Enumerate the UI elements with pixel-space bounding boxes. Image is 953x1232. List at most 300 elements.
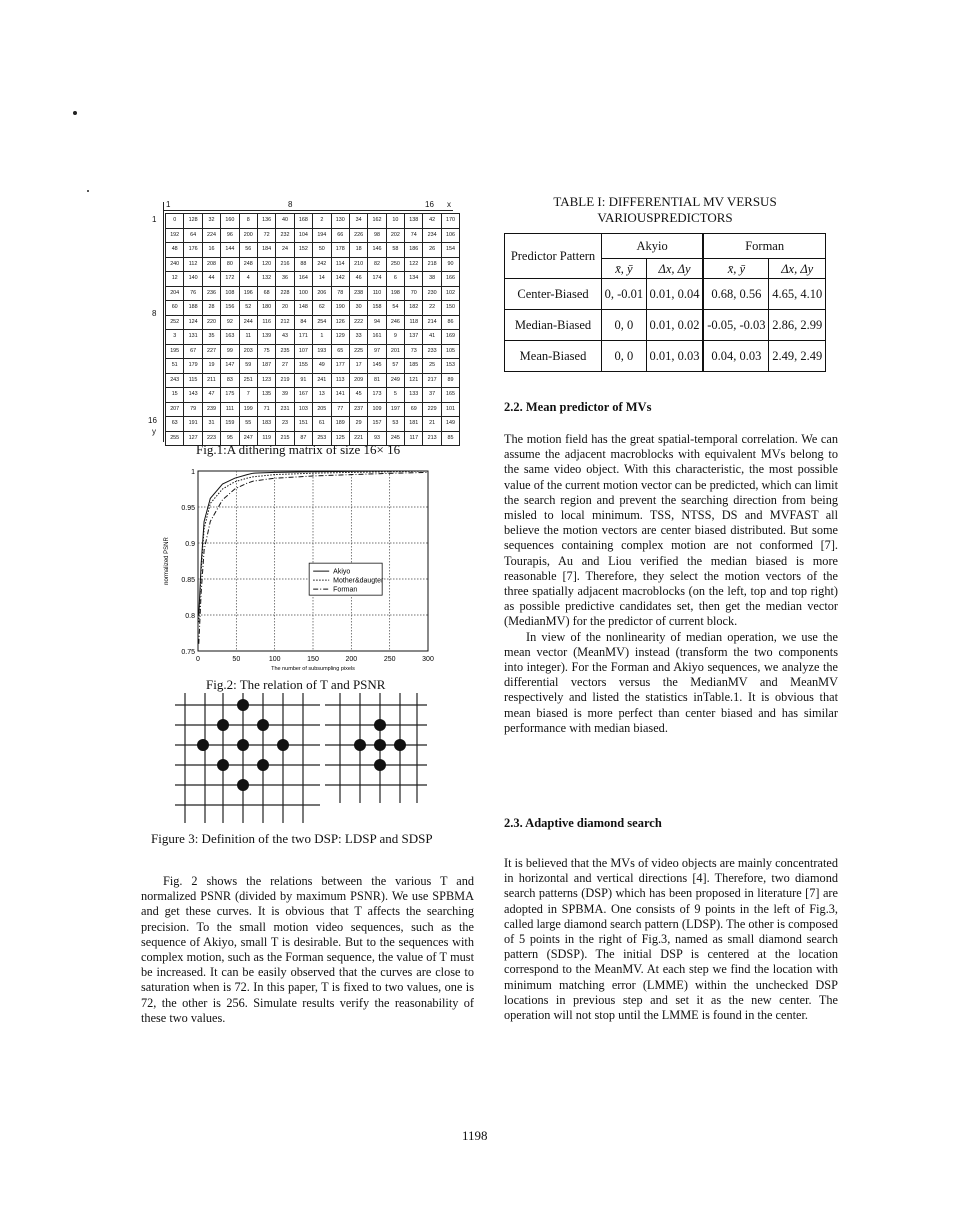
matrix-cell: 58 bbox=[386, 243, 404, 258]
matrix-cell: 150 bbox=[441, 301, 459, 316]
matrix-cell: 149 bbox=[441, 417, 459, 432]
matrix-cell: 54 bbox=[386, 301, 404, 316]
matrix-cell: 189 bbox=[331, 417, 349, 432]
matrix-cell: 237 bbox=[349, 402, 367, 417]
matrix-cell: 31 bbox=[202, 417, 220, 432]
matrix-row bbox=[166, 359, 460, 374]
matrix-cell: 110 bbox=[368, 286, 386, 301]
matrix-cell: 8 bbox=[239, 214, 257, 229]
sub-delta: Δx, Δy bbox=[769, 259, 826, 279]
matrix-cell: 36 bbox=[276, 272, 294, 287]
matrix-cell: 17 bbox=[349, 359, 367, 374]
matrix-cell: 244 bbox=[239, 315, 257, 330]
matrix-cell: 230 bbox=[423, 286, 441, 301]
matrix-cell: 238 bbox=[349, 286, 367, 301]
matrix-cell: 108 bbox=[221, 286, 239, 301]
matrix-cell: 216 bbox=[276, 257, 294, 272]
matrix-cell: 47 bbox=[202, 388, 220, 403]
matrix-cell: 205 bbox=[313, 402, 331, 417]
matrix-cell: 51 bbox=[166, 359, 184, 374]
matrix-cell: 4 bbox=[239, 272, 257, 287]
matrix-cell: 77 bbox=[331, 402, 349, 417]
matrix-cell: 131 bbox=[184, 330, 202, 345]
sdsp-point bbox=[374, 759, 386, 771]
matrix-cell: 38 bbox=[423, 272, 441, 287]
matrix-cell: 246 bbox=[386, 315, 404, 330]
matrix-cell: 15 bbox=[166, 388, 184, 403]
matrix-cell: 25 bbox=[423, 359, 441, 374]
matrix-cell: 73 bbox=[405, 344, 423, 359]
matrix-cell: 24 bbox=[276, 243, 294, 258]
matrix-cell: 2 bbox=[313, 214, 331, 229]
matrix-cell: 10 bbox=[386, 214, 404, 229]
matrix-cell: 222 bbox=[349, 315, 367, 330]
matrix-cell: 21 bbox=[423, 417, 441, 432]
matrix-cell: 125 bbox=[331, 431, 349, 446]
matrix-cell: 9 bbox=[386, 330, 404, 345]
matrix-cell: 5 bbox=[386, 388, 404, 403]
matrix-cell: 198 bbox=[386, 286, 404, 301]
matrix-cell: 86 bbox=[441, 315, 459, 330]
ldsp-point bbox=[217, 759, 229, 771]
legend-label: Akiyo bbox=[333, 568, 351, 576]
matrix-row bbox=[166, 344, 460, 359]
y-tick-label: 0.85 bbox=[181, 577, 195, 584]
x-tick-label: 0 bbox=[196, 656, 200, 663]
x-tick-label: 50 bbox=[232, 656, 241, 663]
sub-mean: x̄, ȳ bbox=[602, 259, 647, 279]
matrix-cell: 141 bbox=[331, 388, 349, 403]
matrix-cell: 215 bbox=[276, 431, 294, 446]
ldsp-point bbox=[237, 779, 249, 791]
matrix-cell: 59 bbox=[239, 359, 257, 374]
matrix-cell: 204 bbox=[166, 286, 184, 301]
ldsp-grid bbox=[175, 693, 320, 823]
matrix-cell: 153 bbox=[441, 359, 459, 374]
psnr-chart bbox=[160, 463, 460, 678]
matrix-cell: 81 bbox=[368, 373, 386, 388]
matrix-row bbox=[166, 286, 460, 301]
matrix-cell: 111 bbox=[221, 402, 239, 417]
matrix-cell: 254 bbox=[313, 315, 331, 330]
matrix-row bbox=[166, 243, 460, 258]
matrix-cell: 178 bbox=[331, 243, 349, 258]
y-axis-line bbox=[163, 202, 164, 442]
ldsp-point bbox=[237, 699, 249, 711]
matrix-cell: 43 bbox=[276, 330, 294, 345]
cell: 2.49, 2.49 bbox=[769, 341, 826, 372]
matrix-cell: 208 bbox=[202, 257, 220, 272]
matrix-cell: 19 bbox=[202, 359, 220, 374]
matrix-cell: 113 bbox=[331, 373, 349, 388]
matrix-cell: 68 bbox=[257, 286, 275, 301]
matrix-cell: 223 bbox=[202, 431, 220, 446]
matrix-cell: 210 bbox=[349, 257, 367, 272]
matrix-cell: 133 bbox=[405, 388, 423, 403]
matrix-cell: 202 bbox=[386, 228, 404, 243]
matrix-cell: 12 bbox=[166, 272, 184, 287]
matrix-cell: 138 bbox=[405, 214, 423, 229]
page-number: 1198 bbox=[462, 1128, 488, 1143]
matrix-cell: 88 bbox=[294, 257, 312, 272]
matrix-cell: 72 bbox=[257, 228, 275, 243]
matrix-cell: 120 bbox=[257, 257, 275, 272]
matrix-cell: 63 bbox=[166, 417, 184, 432]
y-axis-title: normalized PSNR bbox=[164, 537, 170, 585]
matrix-cell: 130 bbox=[331, 214, 349, 229]
matrix-cell: 102 bbox=[441, 286, 459, 301]
matrix-cell: 57 bbox=[386, 359, 404, 374]
matrix-cell: 114 bbox=[331, 257, 349, 272]
matrix-cell: 11 bbox=[239, 330, 257, 345]
matrix-cell: 66 bbox=[331, 228, 349, 243]
cell: 0, -0.01 bbox=[602, 279, 647, 310]
matrix-cell: 236 bbox=[202, 286, 220, 301]
matrix-cell: 80 bbox=[221, 257, 239, 272]
ldsp-point bbox=[237, 739, 249, 751]
legend-label: Mother&daugter bbox=[333, 577, 384, 585]
matrix-cell: 219 bbox=[276, 373, 294, 388]
matrix-cell: 249 bbox=[386, 373, 404, 388]
y-tick-label: 0.9 bbox=[185, 541, 195, 548]
matrix-cell: 74 bbox=[405, 228, 423, 243]
matrix-cell: 139 bbox=[257, 330, 275, 345]
left-body bbox=[141, 874, 474, 1026]
matrix-cell: 152 bbox=[294, 243, 312, 258]
matrix-cell: 82 bbox=[368, 257, 386, 272]
matrix-cell: 91 bbox=[294, 373, 312, 388]
matrix-cell: 137 bbox=[405, 330, 423, 345]
matrix-cell: 78 bbox=[331, 286, 349, 301]
section-2-2-heading: 2.2. Mean predictor of MVs bbox=[504, 400, 652, 414]
matrix-cell: 158 bbox=[368, 301, 386, 316]
matrix-cell: 175 bbox=[221, 388, 239, 403]
matrix-cell: 192 bbox=[166, 228, 184, 243]
matrix-row bbox=[166, 272, 460, 287]
matrix-cell: 142 bbox=[331, 272, 349, 287]
dither-matrix bbox=[165, 213, 460, 446]
matrix-row bbox=[166, 214, 460, 229]
sdsp-point bbox=[354, 739, 366, 751]
matrix-cell: 234 bbox=[423, 228, 441, 243]
matrix-cell: 247 bbox=[239, 431, 257, 446]
section-2-3-heading: 2.3. Adaptive diamond search bbox=[504, 816, 662, 830]
matrix-cell: 105 bbox=[441, 344, 459, 359]
matrix-cell: 56 bbox=[239, 243, 257, 258]
matrix-cell: 188 bbox=[184, 301, 202, 316]
matrix-cell: 70 bbox=[405, 286, 423, 301]
matrix-cell: 172 bbox=[221, 272, 239, 287]
matrix-cell: 39 bbox=[276, 388, 294, 403]
matrix-cell: 27 bbox=[276, 359, 294, 374]
matrix-row bbox=[166, 417, 460, 432]
section-2-3-p1: It is believed that the MVs of video objects are mainly concentrated in horizontal and vertical directions [4]. Therefore, two diamond search patterns (DSP) which has been proposed in literature [7] are adopted in SPBMA. One consists of 9 points in the left of Fig.3, called large diamond search pattern (LDSP). The other is composed of 5 points in the right of Fig.3, named as small diamond search pattern (SDSP). The initial DSP is centered at the location correspond to the MeanMV. At each step we find the location with minimum matching error (LMME) within the unchecked DSP locations in previous step and set it as the new center. The operation will not stop until the LMME is found in the center. bbox=[504, 856, 838, 1023]
y-tick-label: 0.95 bbox=[181, 505, 195, 512]
x-axis-title: The number of subsumpling pixels bbox=[271, 666, 355, 672]
sub-delta: Δx, Δy bbox=[646, 259, 703, 279]
matrix-cell: 22 bbox=[423, 301, 441, 316]
matrix-cell: 235 bbox=[276, 344, 294, 359]
x-axis-line bbox=[163, 210, 453, 211]
matrix-cell: 191 bbox=[184, 417, 202, 432]
matrix-cell: 228 bbox=[276, 286, 294, 301]
matrix-cell: 75 bbox=[257, 344, 275, 359]
matrix-cell: 64 bbox=[184, 228, 202, 243]
matrix-cell: 37 bbox=[423, 388, 441, 403]
stray-mark bbox=[73, 111, 77, 115]
matrix-cell: 35 bbox=[202, 330, 220, 345]
matrix-cell: 186 bbox=[405, 243, 423, 258]
matrix-cell: 46 bbox=[349, 272, 367, 287]
matrix-cell: 85 bbox=[441, 431, 459, 446]
matrix-row bbox=[166, 315, 460, 330]
matrix-cell: 99 bbox=[221, 344, 239, 359]
series-line-mother-daugter bbox=[199, 471, 428, 622]
matrix-cell: 52 bbox=[239, 301, 257, 316]
matrix-cell: 171 bbox=[294, 330, 312, 345]
fig3-caption: Figure 3: Definition of the two DSP: LDSP and SDSP bbox=[151, 831, 433, 846]
matrix-cell: 199 bbox=[239, 402, 257, 417]
matrix-cell: 95 bbox=[221, 431, 239, 446]
matrix-cell: 20 bbox=[276, 301, 294, 316]
x-axis-mid: 8 bbox=[288, 200, 293, 209]
y-axis-end: 16 bbox=[148, 416, 157, 425]
cell: -0.05, -0.03 bbox=[703, 310, 769, 341]
table1-title-line2: VARIOUSPREDICTORS bbox=[597, 210, 733, 225]
ldsp-point bbox=[197, 739, 209, 751]
fig2-caption: Fig.2: The relation of T and PSNR bbox=[206, 677, 386, 692]
stray-mark bbox=[87, 190, 89, 192]
y-tick-label: 0.8 bbox=[185, 613, 195, 620]
matrix-cell: 195 bbox=[166, 344, 184, 359]
y-tick-label: 1 bbox=[191, 469, 195, 476]
matrix-cell: 174 bbox=[368, 272, 386, 287]
matrix-cell: 160 bbox=[221, 214, 239, 229]
ldsp-point bbox=[257, 719, 269, 731]
matrix-cell: 44 bbox=[202, 272, 220, 287]
matrix-cell: 26 bbox=[423, 243, 441, 258]
matrix-row bbox=[166, 301, 460, 316]
matrix-cell: 116 bbox=[257, 315, 275, 330]
matrix-cell: 241 bbox=[313, 373, 331, 388]
section-2-3-body bbox=[504, 856, 838, 1023]
matrix-cell: 53 bbox=[386, 417, 404, 432]
matrix-cell: 227 bbox=[202, 344, 220, 359]
matrix-cell: 169 bbox=[441, 330, 459, 345]
matrix-cell: 255 bbox=[166, 431, 184, 446]
y-axis-label: y bbox=[152, 427, 156, 436]
matrix-cell: 71 bbox=[257, 402, 275, 417]
matrix-cell: 206 bbox=[313, 286, 331, 301]
matrix-row bbox=[166, 330, 460, 345]
matrix-cell: 203 bbox=[239, 344, 257, 359]
sdsp-point bbox=[374, 739, 386, 751]
cell: 0.01, 0.02 bbox=[646, 310, 703, 341]
matrix-cell: 94 bbox=[368, 315, 386, 330]
ldsp-point bbox=[257, 759, 269, 771]
matrix-cell: 177 bbox=[331, 359, 349, 374]
matrix-cell: 55 bbox=[239, 417, 257, 432]
sdsp-point bbox=[374, 719, 386, 731]
matrix-cell: 164 bbox=[294, 272, 312, 287]
matrix-cell: 100 bbox=[294, 286, 312, 301]
matrix-cell: 34 bbox=[349, 214, 367, 229]
matrix-cell: 132 bbox=[257, 272, 275, 287]
matrix-cell: 103 bbox=[294, 402, 312, 417]
matrix-cell: 221 bbox=[349, 431, 367, 446]
cell: 0, 0 bbox=[602, 310, 647, 341]
matrix-cell: 129 bbox=[331, 330, 349, 345]
matrix-cell: 117 bbox=[405, 431, 423, 446]
matrix-cell: 154 bbox=[441, 243, 459, 258]
matrix-cell: 239 bbox=[202, 402, 220, 417]
cell: 2.86, 2.99 bbox=[769, 310, 826, 341]
matrix-cell: 42 bbox=[423, 214, 441, 229]
matrix-row bbox=[166, 388, 460, 403]
matrix-cell: 167 bbox=[294, 388, 312, 403]
cell: 0.68, 0.56 bbox=[703, 279, 769, 310]
matrix-cell: 140 bbox=[184, 272, 202, 287]
x-tick-label: 100 bbox=[268, 656, 281, 663]
matrix-cell: 23 bbox=[276, 417, 294, 432]
matrix-cell: 14 bbox=[313, 272, 331, 287]
matrix-cell: 28 bbox=[202, 301, 220, 316]
group-akiyo: Akyio bbox=[602, 234, 704, 259]
matrix-cell: 211 bbox=[202, 373, 220, 388]
matrix-cell: 18 bbox=[349, 243, 367, 258]
matrix-cell: 179 bbox=[184, 359, 202, 374]
x-tick-label: 200 bbox=[345, 656, 358, 663]
matrix-cell: 45 bbox=[349, 388, 367, 403]
matrix-cell: 213 bbox=[423, 431, 441, 446]
matrix-cell: 84 bbox=[294, 315, 312, 330]
matrix-cell: 76 bbox=[184, 286, 202, 301]
group-forman: Forman bbox=[703, 234, 825, 259]
x-tick-label: 250 bbox=[383, 656, 396, 663]
x-tick-label: 300 bbox=[422, 656, 434, 663]
matrix-cell: 61 bbox=[313, 417, 331, 432]
matrix-cell: 218 bbox=[423, 257, 441, 272]
matrix-cell: 197 bbox=[386, 402, 404, 417]
matrix-cell: 166 bbox=[441, 272, 459, 287]
matrix-cell: 253 bbox=[313, 431, 331, 446]
matrix-cell: 30 bbox=[349, 301, 367, 316]
matrix-cell: 121 bbox=[405, 373, 423, 388]
matrix-cell: 173 bbox=[368, 388, 386, 403]
matrix-cell: 165 bbox=[441, 388, 459, 403]
matrix-cell: 225 bbox=[349, 344, 367, 359]
y-axis-start: 1 bbox=[152, 215, 157, 224]
matrix-cell: 92 bbox=[221, 315, 239, 330]
matrix-cell: 248 bbox=[239, 257, 257, 272]
matrix-cell: 148 bbox=[294, 301, 312, 316]
matrix-cell: 123 bbox=[257, 373, 275, 388]
matrix-cell: 252 bbox=[166, 315, 184, 330]
matrix-cell: 245 bbox=[386, 431, 404, 446]
matrix-cell: 187 bbox=[257, 359, 275, 374]
matrix-cell: 243 bbox=[166, 373, 184, 388]
matrix-cell: 122 bbox=[405, 257, 423, 272]
matrix-cell: 168 bbox=[294, 214, 312, 229]
matrix-cell: 209 bbox=[349, 373, 367, 388]
matrix-cell: 0 bbox=[166, 214, 184, 229]
sdsp-point bbox=[394, 739, 406, 751]
matrix-cell: 134 bbox=[405, 272, 423, 287]
matrix-cell: 224 bbox=[202, 228, 220, 243]
cell: 4.65, 4.10 bbox=[769, 279, 826, 310]
sdsp-points bbox=[354, 719, 406, 771]
y-axis-mid: 8 bbox=[152, 309, 157, 318]
matrix-cell: 67 bbox=[184, 344, 202, 359]
matrix-cell: 49 bbox=[313, 359, 331, 374]
matrix-cell: 60 bbox=[166, 301, 184, 316]
col-predictor: Predictor Pattern bbox=[505, 234, 602, 279]
matrix-cell: 156 bbox=[221, 301, 239, 316]
matrix-cell: 112 bbox=[184, 257, 202, 272]
matrix-cell: 193 bbox=[313, 344, 331, 359]
dsp-diagram bbox=[165, 688, 445, 828]
matrix-cell: 90 bbox=[441, 257, 459, 272]
matrix-cell: 212 bbox=[276, 315, 294, 330]
matrix-cell: 109 bbox=[368, 402, 386, 417]
row-name: Center-Biased bbox=[505, 279, 602, 310]
matrix-row bbox=[166, 257, 460, 272]
ldsp-point bbox=[217, 719, 229, 731]
matrix-cell: 119 bbox=[257, 431, 275, 446]
table-1 bbox=[504, 233, 826, 372]
matrix-cell: 50 bbox=[313, 243, 331, 258]
matrix-cell: 170 bbox=[441, 214, 459, 229]
matrix-cell: 161 bbox=[368, 330, 386, 345]
section-2-2-p1: The motion field has the great spatial-temporal correlation. We can assume the adjacent macroblocks with equivalent MVs belong to the same video object. With this characteristic, the most possible value of the current motion vector can be predicted, which can limit the search region and prevent the searching direction from being misled to local minimum. TSS, NTSS, DS and MVFAST all believe the motion vectors are center biased distributed. But some sequences containing complex motion are not conformed [7]. Tourapis, Au and Liou verified the median biased is more reasonable [7]. Therefore, they select the motion vectors of the three spatially adjacent macroblocks (on the left, top and top right) as possible predictive candidates set, then get the median vector (MedianMV) for the predictor of current block. bbox=[504, 432, 838, 629]
matrix-cell: 217 bbox=[423, 373, 441, 388]
left-paragraph: Fig. 2 shows the relations between the various T and normalized PSNR (divided by maximum PSNR). We use SPBMA and get these curves. It is obvious that T affects the searching precision. To the small motion video sequences, such as the sequence of Akiyo, small T is desirable. But to the sequences with complex motion, such as the Forman sequence, the value of T must be increased. It can be easily observed that the curves are close to saturation when is 72. In this paper, T is fixed to two values, one is 72, the other is 256. Simulate results verify the reasonability of these two values. bbox=[141, 874, 474, 1025]
cell: 0.01, 0.04 bbox=[646, 279, 703, 310]
matrix-cell: 136 bbox=[257, 214, 275, 229]
matrix-cell: 16 bbox=[202, 243, 220, 258]
matrix-cell: 151 bbox=[294, 417, 312, 432]
matrix-cell: 226 bbox=[349, 228, 367, 243]
matrix-cell: 33 bbox=[349, 330, 367, 345]
matrix-cell: 220 bbox=[202, 315, 220, 330]
matrix-cell: 182 bbox=[405, 301, 423, 316]
matrix-cell: 93 bbox=[368, 431, 386, 446]
cell: 0.01, 0.03 bbox=[646, 341, 703, 372]
row-name: Mean-Biased bbox=[505, 341, 602, 372]
matrix-row bbox=[166, 373, 460, 388]
matrix-cell: 107 bbox=[294, 344, 312, 359]
matrix-cell: 233 bbox=[423, 344, 441, 359]
matrix-cell: 147 bbox=[221, 359, 239, 374]
legend-label: Forman bbox=[333, 586, 358, 594]
matrix-cell: 155 bbox=[294, 359, 312, 374]
matrix-cell: 96 bbox=[221, 228, 239, 243]
matrix-cell: 29 bbox=[349, 417, 367, 432]
fig1-caption: Fig.1:A dithering matrix of size 16× 16 bbox=[196, 442, 401, 457]
matrix-cell: 40 bbox=[276, 214, 294, 229]
row-name: Median-Biased bbox=[505, 310, 602, 341]
matrix-row bbox=[166, 228, 460, 243]
matrix-cell: 98 bbox=[368, 228, 386, 243]
matrix-cell: 194 bbox=[313, 228, 331, 243]
matrix-cell: 41 bbox=[423, 330, 441, 345]
matrix-cell: 128 bbox=[184, 214, 202, 229]
matrix-cell: 104 bbox=[294, 228, 312, 243]
x-tick-label: 150 bbox=[307, 656, 319, 663]
matrix-cell: 124 bbox=[184, 315, 202, 330]
matrix-cell: 69 bbox=[405, 402, 423, 417]
matrix-cell: 145 bbox=[368, 359, 386, 374]
